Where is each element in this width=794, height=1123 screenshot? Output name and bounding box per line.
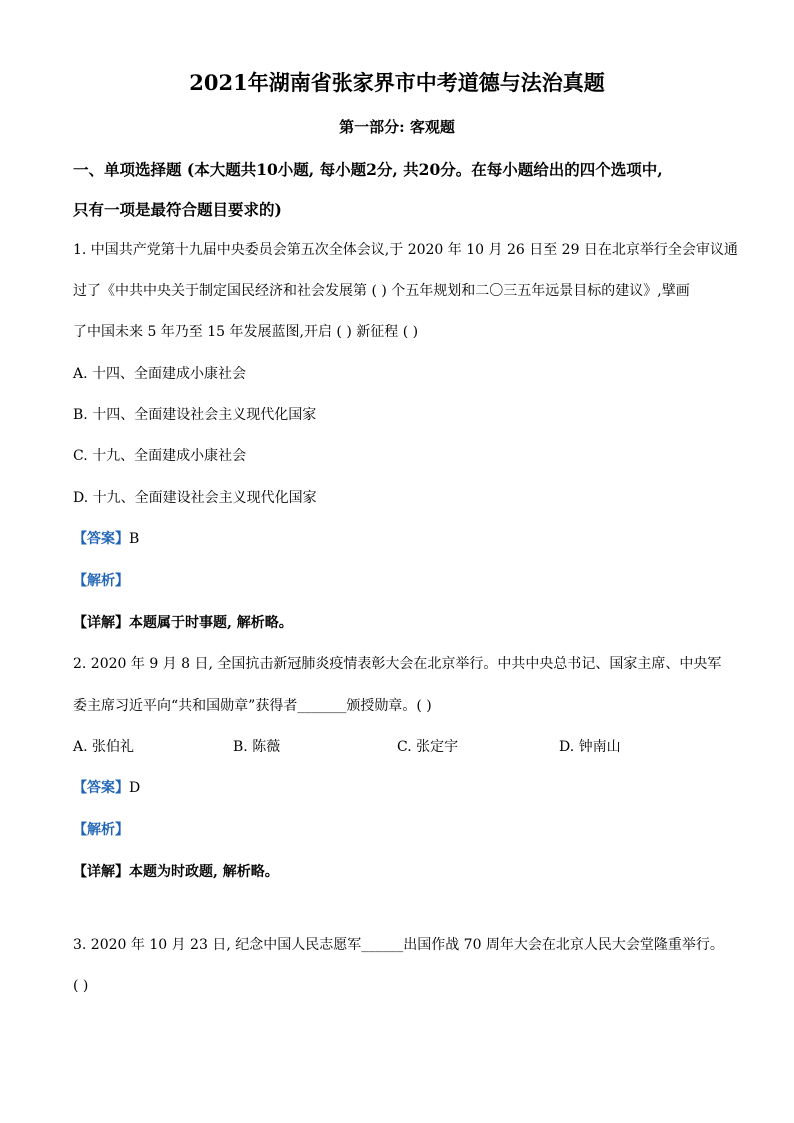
question-1-line1: 1. 中国共产党第十九届中央委员会第五次全体会议,于 2020 年 10 月 26 日至 29 日在北京举行全会审议通 bbox=[73, 242, 738, 258]
answer-value: D bbox=[129, 780, 141, 796]
question-1-option-b: B. 十四、全面建设社会主义现代化国家 bbox=[73, 407, 317, 423]
question-2-analysis bbox=[73, 820, 129, 840]
question-1-answer bbox=[73, 529, 139, 549]
question-2-line2: 委主席习近平向“共和国勋章”获得者_______颁授勋章。( ) bbox=[73, 698, 432, 714]
question-1-analysis bbox=[73, 571, 129, 591]
answer-tag: 【答案】 bbox=[73, 780, 129, 796]
question-1-line2: 过了《中共中央关于制定国民经济和社会发展第 ( ) 个五年规划和二〇三五年远景目标的建议》,擘画 bbox=[73, 283, 690, 299]
question-2-answer bbox=[73, 778, 140, 798]
question-2-line1: 2. 2020 年 9 月 8 日, 全国抗击新冠肺炎疫情表彰大会在北京举行。中共中央总书记、国家主席、中央军 bbox=[73, 656, 722, 672]
detail-text: 本题属于时事题, 解析略。 bbox=[129, 615, 293, 631]
question-2-option-a: A. 张伯礼 bbox=[73, 739, 135, 755]
question-3-line2: ( ) bbox=[73, 978, 89, 994]
part-heading: 第一部分: 客观题 bbox=[339, 118, 455, 136]
document-title: 2021年湖南省张家界市中考道德与法治真题 bbox=[189, 70, 605, 95]
analysis-tag: 【解析】 bbox=[73, 573, 129, 589]
detail-tag: 【详解】 bbox=[73, 615, 129, 631]
question-2-detail bbox=[73, 862, 279, 882]
section-heading-line1: 一、单项选择题 (本大题共10小题, 每小题2分, 共20分。在每小题给出的四个选项中, bbox=[73, 160, 663, 179]
question-2-option-b: B. 陈薇 bbox=[233, 739, 281, 755]
analysis-tag: 【解析】 bbox=[73, 822, 129, 838]
answer-tag: 【答案】 bbox=[73, 531, 129, 547]
detail-text: 本题为时政题, 解析略。 bbox=[129, 864, 279, 880]
question-1-line3: 了中国未来 5 年乃至 15 年发展蓝图,开启 ( ) 新征程 ( ) bbox=[73, 324, 419, 340]
question-1-detail bbox=[73, 613, 293, 633]
question-3-line1: 3. 2020 年 10 月 23 日, 纪念中国人民志愿军______出国作战 70 周年大会在北京人民大会堂隆重举行。 bbox=[73, 937, 724, 953]
question-1-option-c: C. 十九、全面建成小康社会 bbox=[73, 448, 247, 464]
question-2-option-d: D. 钟南山 bbox=[559, 739, 621, 755]
question-2-option-c: C. 张定宇 bbox=[397, 739, 459, 755]
question-1-option-a: A. 十四、全面建成小康社会 bbox=[73, 366, 247, 382]
question-1-option-d: D. 十九、全面建设社会主义现代化国家 bbox=[73, 490, 317, 506]
section-heading-line2: 只有一项是最符合题目要求的) bbox=[73, 200, 282, 219]
answer-value: B bbox=[129, 531, 140, 547]
detail-tag: 【详解】 bbox=[73, 864, 129, 880]
